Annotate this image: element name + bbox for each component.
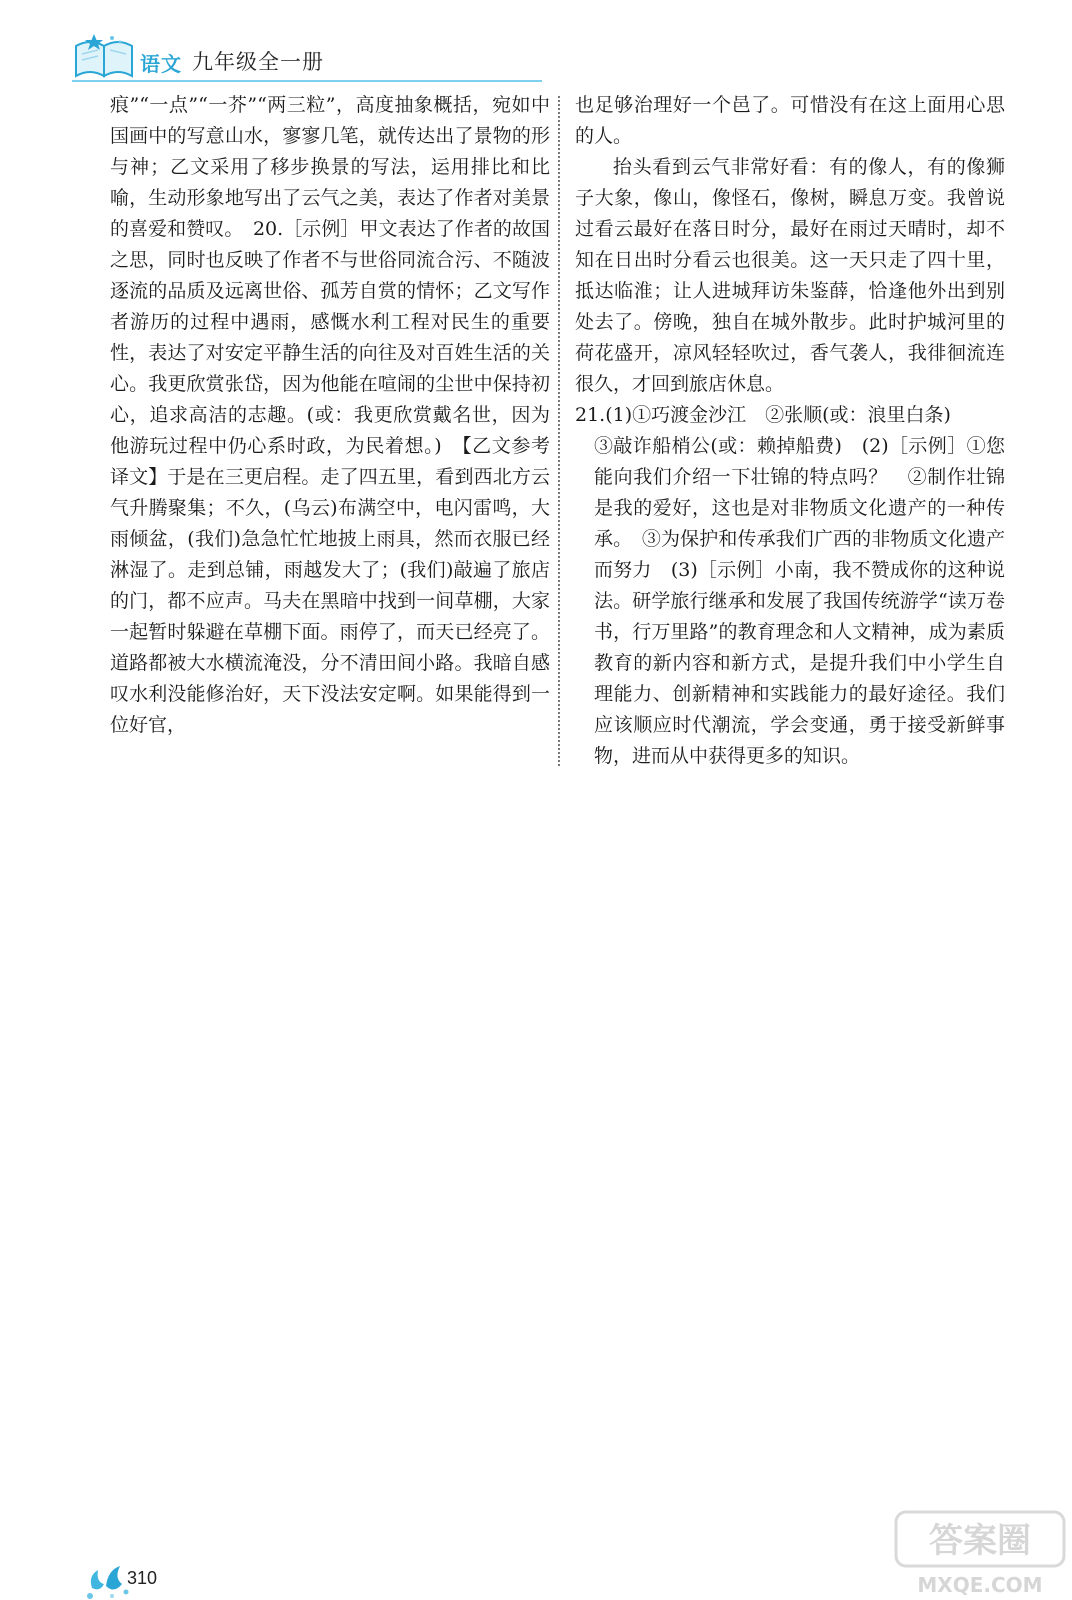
page-number: 310: [127, 1568, 158, 1588]
left-column: [110, 90, 550, 741]
header-rule: [72, 80, 542, 82]
question-21-line: 21.(1)①巧渡金沙江 ②张顺(或：浪里白条): [575, 404, 951, 426]
watermark-logo: [890, 1504, 1070, 1600]
right-paragraph-continued: 也足够治理好一个邑了。可惜没有在这上面用心思的人。: [575, 94, 1005, 147]
column-divider: [558, 96, 560, 766]
left-paragraph: 痕”“一点”“一芥”“两三粒”，高度抽象概括，宛如中国画中的写意山水，寥寥几笔，就传达出了景物的形与神；乙文采用了移步换景的写法，运用排比和比喻，生动形象地写出了云气之美，表达了作者对美景的喜爱和赞叹。 20.［示例］甲文表达了作者的故国之思，同时也反映了作者不与世俗同流合污、不随波逐流的品质及远离世俗、孤芳自赏的情怀；乙文写作者游历的过程中遇雨，感慨水利工程对民生的重要性，表达了对安定平静生活的向往及对百姓生活的关心。我更欣赏张岱，因为他能在喧闹的尘世中保持初心，追求高洁的志趣。(或：我更欣赏戴名世，因为他游玩过程中仍心系时政，为民着想。) 【乙文参考译文】于是在三更启程。走了四五里，看到西北方云气升腾聚集；不久，(乌云)布满空中，电闪雷鸣，大雨倾盆，(我们)急急忙忙地披上雨具，然而衣服已经淋湿了。走到总铺，雨越发大了；(我们)敲遍了旅店的门，都不应声。马夫在黑暗中找到一间草棚，大家一起暂时躲避在草棚下面。雨停了，而天已经亮了。道路都被大水横流淹没，分不清田间小路。我暗自感叹水利没能修治好，天下没法安定啊。如果能得到一位好官，: [110, 94, 550, 736]
question-21-answers: ③敲诈船梢公(或：赖掉船费) (2)［示例］①您能向我们介绍一下壮锦的特点吗？ ②制作壮锦是我的爱好，这也是对非物质文化遗产的一种传承。 ③为保护和传承我们广西的非物质文化遗产而努力 (3)［示例］小南，我不赞成你的这种说法。研学旅行继承和发展了我国传统游学“读万卷书，行万里路”的教育理念和人文精神，成为素质教育的新内容和新方式，是提升我们中小学生自理能力、创新精神和实践能力的最好途径。我们应该顺应时代潮流，学会变通，勇于接受新鲜事物，进而从中获得更多的知识。: [594, 435, 1005, 767]
page-header: [72, 26, 372, 86]
book-star-icon: [72, 32, 136, 80]
grade-label: 九年级全一册: [192, 50, 324, 74]
svg-text:MXQE.COM: MXQE.COM: [917, 1573, 1043, 1597]
svg-text:答案圈: 答案圈: [929, 1521, 1031, 1561]
subject-label: 语文: [140, 52, 182, 76]
right-column: [575, 90, 1005, 772]
right-paragraph-translation: 抬头看到云气非常好看：有的像人，有的像狮子大象，像山，像怪石，像树，瞬息万变。我曾说过看云最好在落日时分，最好在雨过天晴时，却不知在日出时分看云也很美。这一天只走了四十里，抵达临淮；让人进城拜访朱鉴薛，恰逢他外出到别处去了。傍晚，独自在城外散步。此时护城河里的荷花盛开，凉风轻轻吹过，香气袭人，我徘徊流连很久，才回到旅店休息。: [575, 156, 1005, 395]
